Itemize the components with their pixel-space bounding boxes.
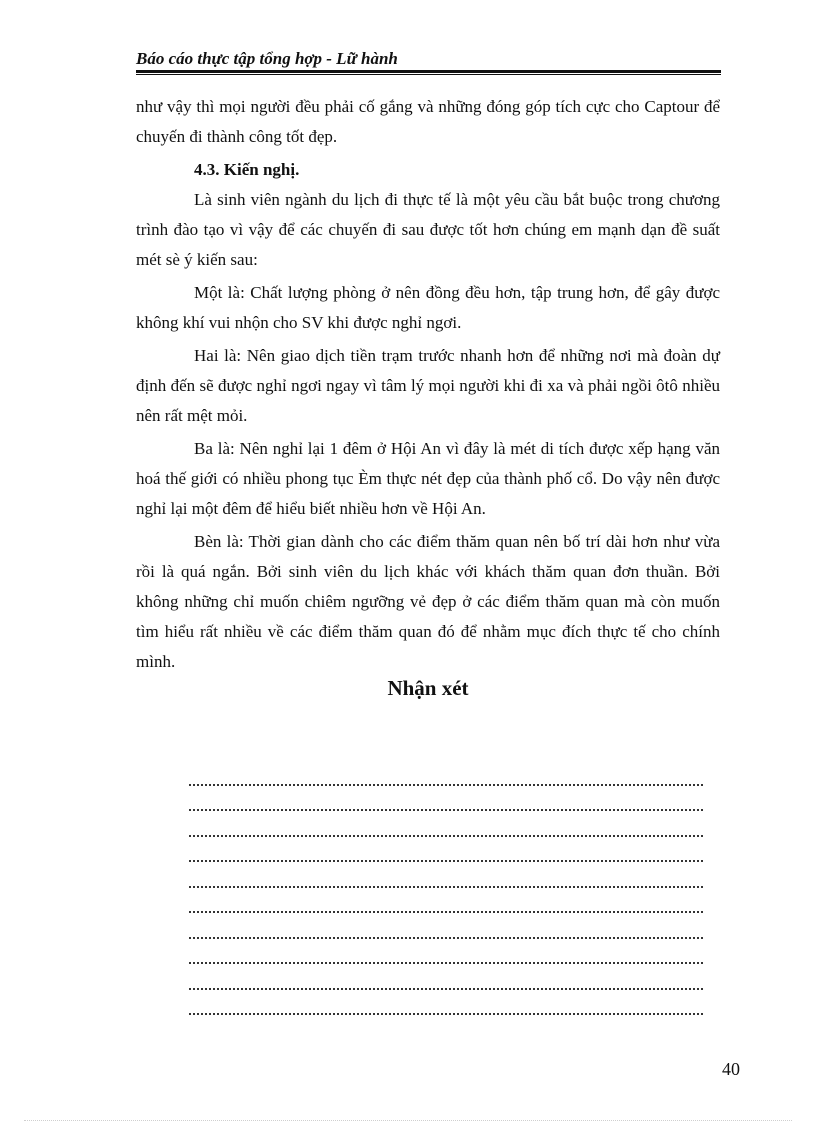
recommendation-three-paragraph: Ba là: Nên nghỉ lại 1 đêm ở Hội An vì đây là mét di tích được xếp hạng văn hoá thế giới có nhiều phong tục Èm thực nét đẹp của thành phố cổ. Do vậy nên được nghỉ lại một đêm để hiểu biết nhiều hơn về Hội An. (136, 439, 720, 518)
header-rule-thin (136, 74, 721, 75)
review-dotted-line (189, 760, 703, 786)
review-dotted-line (189, 964, 703, 990)
review-title: Nhận xét (387, 676, 469, 700)
recommendation-two-paragraph: Hai là: Nên giao dịch tiền trạm trước nhanh hơn để những nơi mà đoàn dự định đến sẽ được nghỉ ngơi ngay vì tâm lý mọi người khi đi xa và phải ngồi ôtô nhiều nên rất mệt mỏi. (136, 346, 720, 425)
document-body (136, 92, 720, 677)
review-dotted-line (189, 939, 703, 965)
review-dotted-line (189, 913, 703, 939)
recommendation-one-paragraph: Một là: Chất lượng phòng ở nên đồng đều hơn, tập trung hơn, để gây được không khí vui nhộn cho SV khi được nghỉ ngơi. (136, 283, 720, 332)
review-dotted-lines (189, 760, 703, 1015)
header-rule-thick (136, 70, 721, 73)
review-dotted-line (189, 862, 703, 888)
recommendation-intro-paragraph: Là sinh viên ngành du lịch đi thực tế là một yêu cầu bắt buộc trong chương trình đào tạo vì vậy để các chuyến đi sau được tốt hơn chúng em mạnh dạn đề suất mét sè ý kiến sau: (136, 190, 720, 269)
review-dotted-line (189, 837, 703, 863)
footer-rule (24, 1120, 792, 1121)
intro-continuation-paragraph: như vậy thì mọi người đều phải cố gắng và những đóng góp tích cực cho Captour để chuyến đi thành công tốt đẹp. (136, 97, 720, 146)
review-dotted-line (189, 990, 703, 1016)
recommendation-four-paragraph: Bèn là: Thời gian dành cho các điểm thăm quan nên bố trí dài hơn như vừa rồi là quá ngắn. Bởi sinh viên du lịch khác với khách thăm quan đơn thuần. Bởi không những chỉ muốn chiêm ngưỡng vẻ đẹp ở các điểm thăm quan mà còn muốn tìm hiểu rất nhiều về các điểm thăm quan đó để nhằm mục đích thực tế cho chính mình. (136, 532, 720, 671)
review-dotted-line (189, 786, 703, 812)
review-dotted-line (189, 811, 703, 837)
review-dotted-line (189, 888, 703, 914)
header-title: Báo cáo thực tập tổng hợp - Lữ hành (136, 49, 398, 68)
section-heading: 4.3. Kiến nghị. (194, 160, 300, 179)
page-number: 40 (722, 1059, 740, 1079)
page-header (136, 48, 721, 75)
